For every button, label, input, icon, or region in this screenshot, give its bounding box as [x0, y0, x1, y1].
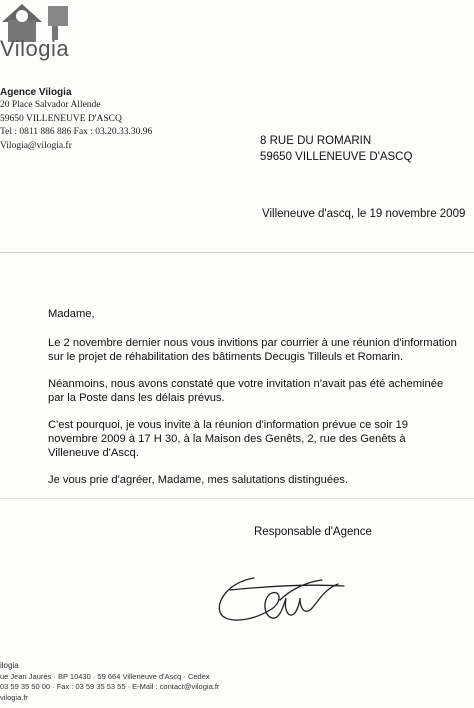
recipient-street: 8 RUE DU ROMARIN [260, 135, 372, 147]
sender-name: Agence Vilogia [0, 87, 72, 98]
salutation: Madame, [48, 308, 95, 320]
logo-wordmark: Vilogia [0, 36, 70, 61]
sender-email: Vilogia@vilogia.fr [0, 140, 72, 151]
paragraph-line: par la Poste dans les délais prévus. [48, 392, 225, 404]
paragraph-line: C'est pourquoi, je vous invite à la réunion d'information prévue ce soir 19 [48, 419, 408, 431]
footer-brand: ilogia [0, 661, 19, 670]
signer-title: Responsable d'Agence [254, 526, 372, 538]
recipient-address [260, 134, 412, 165]
paragraph-line: sur le projet de réhabilitation des bâtiments Decugis Tilleuls et Romarin. [48, 351, 404, 363]
letterhead-footer [0, 661, 219, 703]
paragraph-line: Villeneuve d'Ascq. [48, 447, 139, 459]
paragraph-line: Le 2 novembre dernier nous vous invitions par courrier à une réunion d'information [48, 337, 457, 349]
footer-website: vilogia.fr [0, 692, 28, 702]
place-date-line: Villeneuve d'ascq, le 19 novembre 2009 [262, 208, 466, 220]
recipient-city: 59650 VILLENEUVE D'ASCQ [260, 150, 413, 163]
sender-address-line: 20 Place Salvador Allende [0, 100, 101, 111]
paragraph-meeting-details [48, 418, 474, 460]
scan-fold-line [0, 252, 474, 253]
paragraph-line: Néanmoins, nous avons constaté que votre invitation n'avait pas été acheminée [48, 378, 444, 390]
sender-phone-fax: Tel : 0811 886 886 Fax : 03.20.33.30.96 [0, 127, 153, 138]
footer-address: ue Jean Jaurès · BP 10430 · 59 664 Villeneuve d'Ascq · Cedex [0, 671, 210, 681]
paragraph-line: novembre 2009 à 17 H 30, à la Maison des Genêts, 2, rue des Genêts à [48, 433, 406, 445]
sender-city-line: 59650 VILLENEUVE D'ASCQ [0, 113, 122, 124]
letter-body [48, 307, 474, 500]
handwritten-signature [210, 560, 350, 630]
sender-address-block [0, 86, 152, 153]
paragraph-invitation [48, 336, 474, 364]
paragraph-delivery-issue [48, 377, 474, 405]
footer-phone-fax: 03 59 35 50 00 · Fax : 03 59 35 53 55 · E-Mail : contact@vilogia.fr [0, 682, 220, 692]
closing-formula: Je vous prie d'agréer, Madame, mes salutations distinguées. [48, 474, 349, 486]
